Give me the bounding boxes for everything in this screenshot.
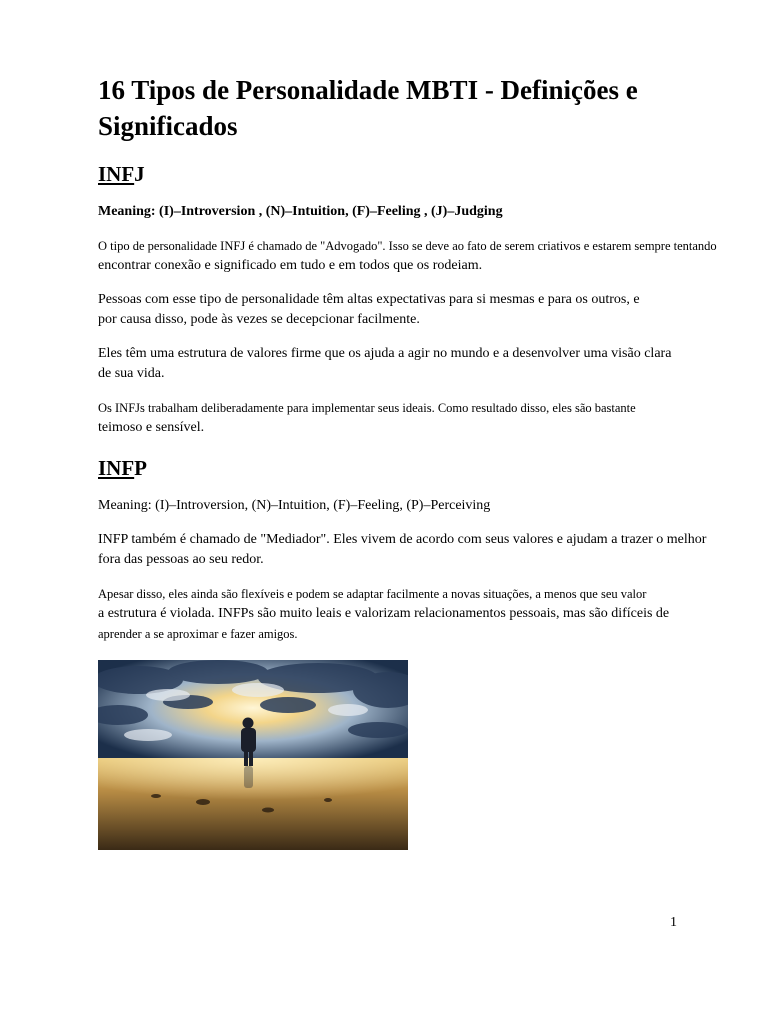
meaning-infp: Meaning: (I)–Introversion, (N)–Intuition, (F)–Feeling, (P)–Perceiving [98, 498, 491, 513]
paragraph-line: Os INFJs trabalham deliberadamente para implementar seus ideais. Como resultado disso, eles são bastante [98, 401, 636, 415]
document-page [98, 72, 738, 850]
paragraph-line: aprender a se aproximar e fazer amigos. [98, 627, 298, 641]
paragraph-line: Pessoas com esse tipo de personalidade têm altas expectativas para si mesmas e para os outros, e [98, 292, 640, 307]
paragraph-line: de sua vida. [98, 366, 165, 381]
paragraph-line: O tipo de personalidade INFJ é chamado de "Advogado". Isso se deve ao fato de serem criativos e estarem sempre tentando [98, 239, 717, 253]
paragraph [98, 290, 738, 330]
paragraph [98, 584, 738, 644]
paragraph-line: Apesar disso, eles ainda são flexíveis e podem se adaptar facilmente a novas situações, a menos que seu valor [98, 587, 647, 601]
heading-underlined-part: INF [98, 162, 135, 186]
paragraph-line: por causa disso, pode às vezes se decepcionar facilmente. [98, 312, 420, 327]
heading-underlined-part: INF [98, 456, 135, 480]
section-heading-infp [98, 454, 738, 482]
beach-photo [98, 660, 408, 850]
document-title: 16 Tipos de Personalidade MBTI - Definições e Significados [98, 75, 638, 141]
paragraph-line: Eles têm uma estrutura de valores firme que os ajuda a agir no mundo e a desenvolver uma visão clara [98, 346, 672, 361]
paragraph [98, 344, 738, 384]
paragraph-line: fora das pessoas ao seu redor. [98, 552, 264, 567]
heading-rest-part: P [134, 456, 147, 480]
section-heading-infj [98, 160, 738, 188]
paragraph [98, 236, 738, 276]
meaning-infj: Meaning: (I)–Introversion , (N)–Intuition, (F)–Feeling , (J)–Judging [98, 204, 503, 219]
paragraph-line: INFP também é chamado de "Mediador". Eles vivem de acordo com seus valores e ajudam a trazer o melhor [98, 532, 707, 547]
paragraph-line: a estrutura é violada. INFPs são muito leais e valorizam relacionamentos pessoais, mas são difíceis de [98, 606, 670, 621]
paragraph-line: encontrar conexão e significado em tudo e em todos que os rodeiam. [98, 258, 483, 273]
paragraph [98, 530, 738, 570]
paragraph-line: teimoso e sensível. [98, 420, 205, 435]
heading-rest-part: J [134, 162, 145, 186]
paragraph [98, 398, 738, 438]
page-number: 1 [670, 915, 677, 930]
